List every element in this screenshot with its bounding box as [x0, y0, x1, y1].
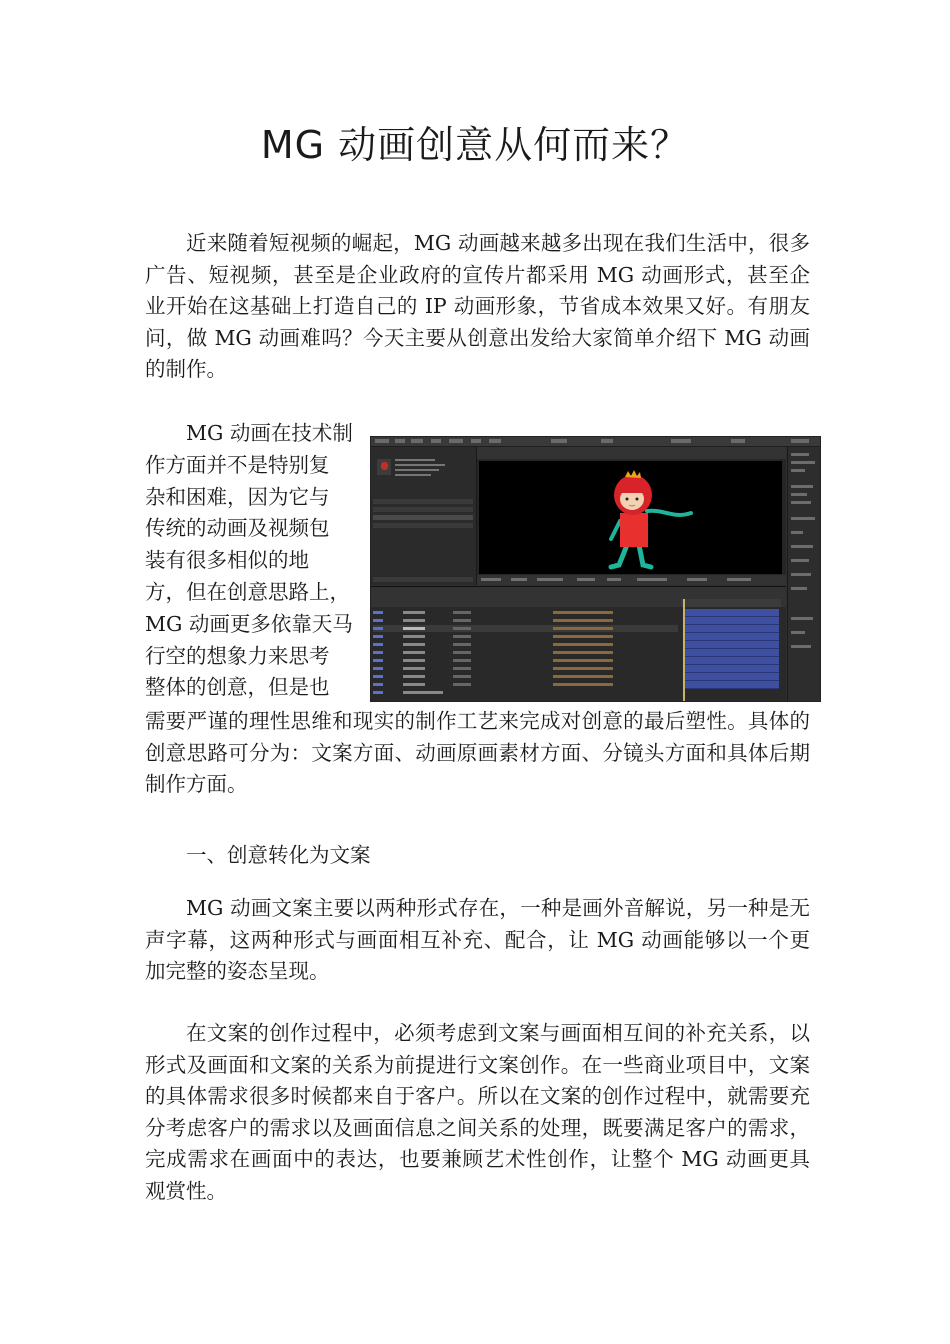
wrap-line: 作方面并不是特别复 [145, 452, 330, 477]
ae-menubar [371, 437, 820, 447]
ae-composition-viewer [477, 447, 786, 585]
page-title: MG 动画创意从何而来？ [260, 123, 690, 167]
wrap-line: MG 动画在技术制 [186, 421, 353, 445]
wrap-line: 传统的动画及视频包 [145, 516, 330, 541]
wrap-line: MG 动画更多依靠天马 [145, 611, 353, 636]
after-effects-screenshot [370, 436, 821, 702]
ae-project-panel [371, 447, 477, 585]
composition-canvas [479, 461, 782, 574]
paragraph-continued: 需要严谨的理性思维和现实的制作工艺来完成对创意的最后塑性。具体的创意思路可分为：文案方面、动画原画素材方面、分镜头方面和具体后期制作方面。 [145, 709, 810, 796]
paragraph-copy-process: 在文案的创作过程中，必须考虑到文案与画面相互间的补充关系，以形式及画面和文案的关系为前提进行文案创作。在一些商业项目中，文案的具体需求很多时候都来自于客户。所以在文案的创作过程中，就需要充分考虑客户的需求以及画面信息之间关系的处理，既要满足客户的需求，完成需求在画面中的表达，也要兼顾艺术性创作，让整个 MG 动画更具观赏性。 [145, 1021, 810, 1203]
wrap-line: 装有很多相似的地 [145, 548, 309, 573]
wrap-line: 整体的创意，但是也 [145, 675, 330, 700]
section-heading: 一、创意转化为文案 [186, 843, 371, 867]
paragraph-copy-forms: MG 动画文案主要以两种形式存在，一种是画外音解说，另一种是无声字幕，这两种形式与画面相互补充、配合，让 MG 动画能够以一个更加完整的姿态呈现。 [145, 896, 810, 983]
timeline-playhead [683, 599, 685, 702]
wrap-line: 杂和困难，因为它与 [145, 484, 330, 509]
viewer-toolbar [477, 575, 786, 585]
ae-timeline-panel [371, 586, 786, 702]
cartoon-character [479, 461, 782, 574]
viewer-tabs [477, 447, 786, 459]
ae-effects-panel [787, 447, 821, 701]
wrap-line: 方，但在创意思路上， [145, 579, 350, 604]
paragraph-intro: 近来随着短视频的崛起，MG 动画越来越多出现在我们生活中，很多广告、短视频，甚至是企业政府的宣传片都采用 MG 动画形式，甚至企业开始在这基础上打造自己的 IP 动画形象，节省成本效果又好。有朋友问，做 MG 动画难吗？今天主要从创意出发给大家简单介绍下 MG 动画的制作。 [145, 231, 810, 381]
timeline-ruler [681, 599, 781, 607]
wrap-line: 行空的想象力来思考 [145, 643, 330, 668]
paragraph-wrap-text [145, 418, 367, 704]
project-thumbnail [377, 459, 391, 475]
